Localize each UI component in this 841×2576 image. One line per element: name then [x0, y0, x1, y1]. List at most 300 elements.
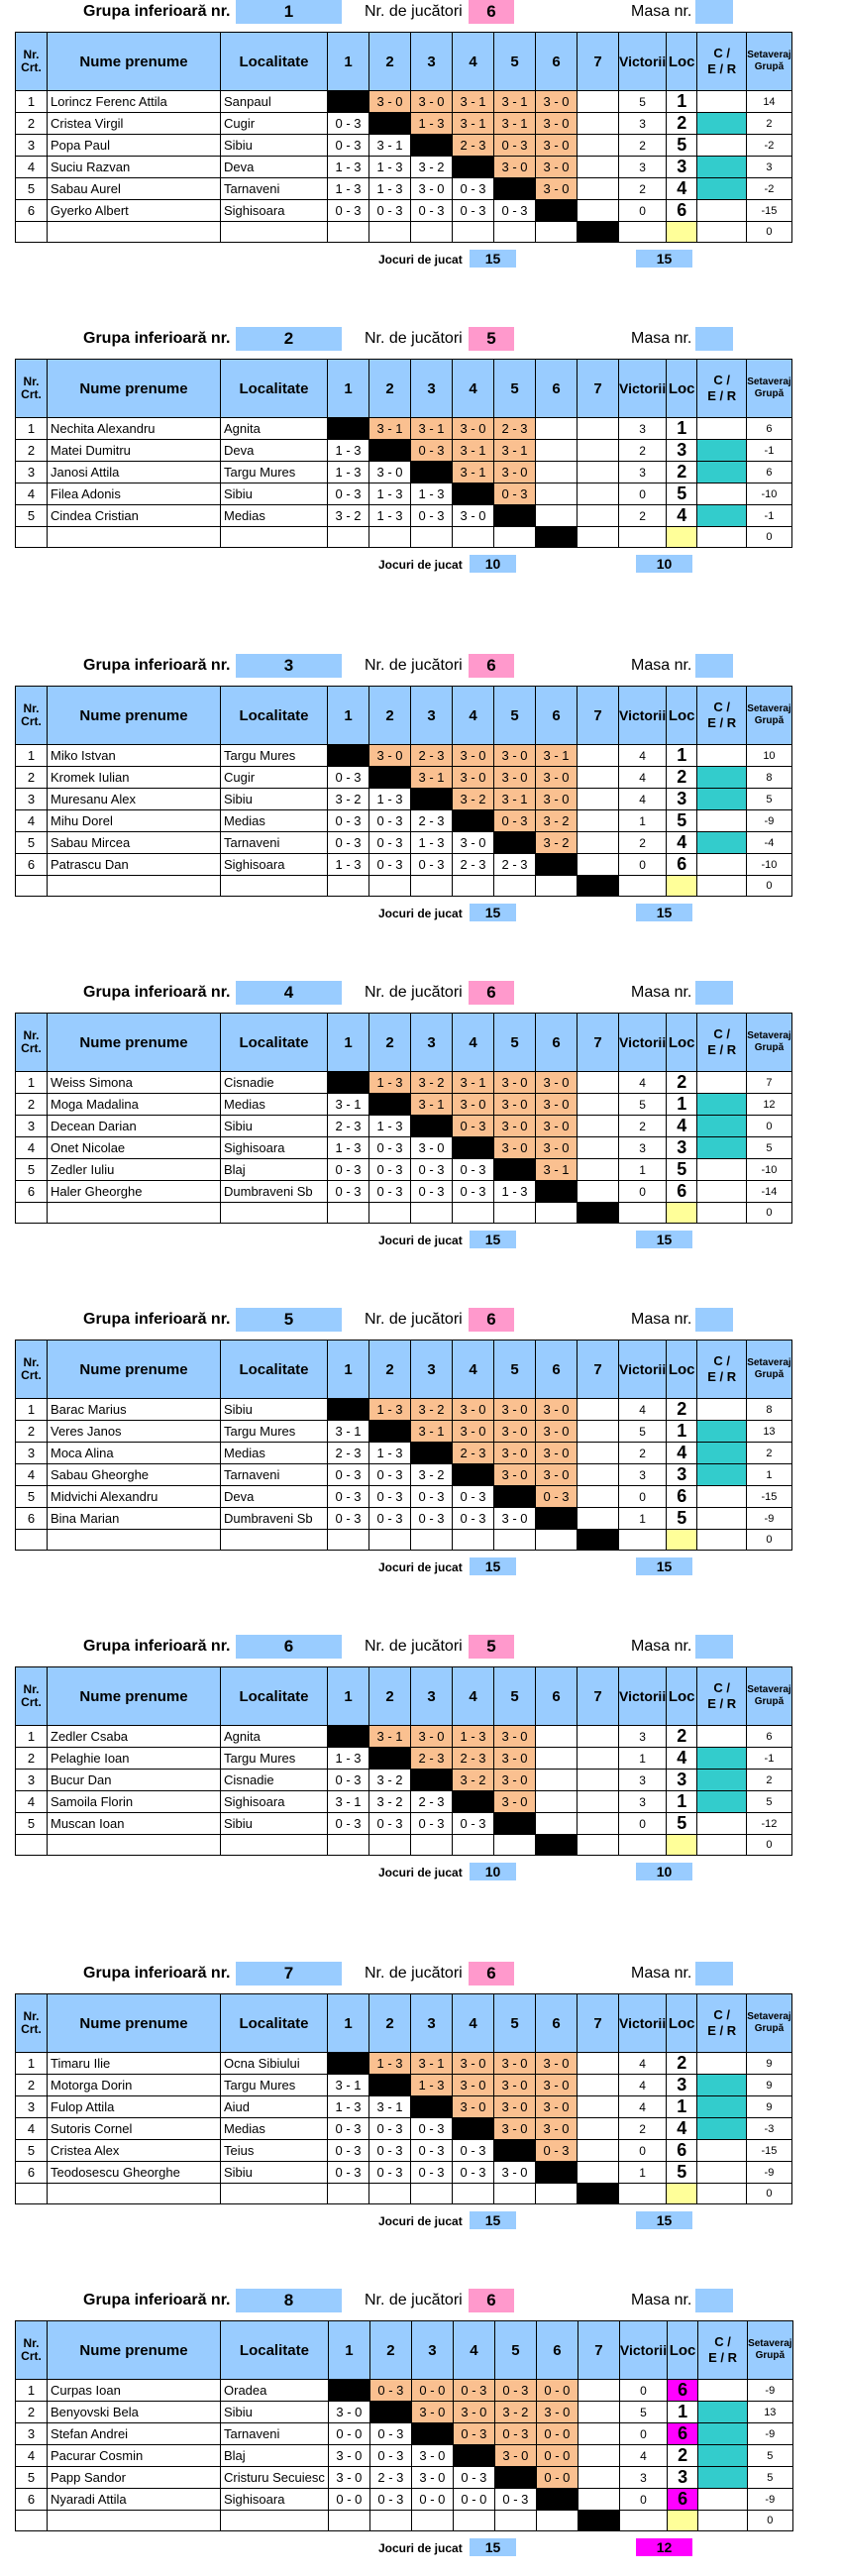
place-cell: 5: [667, 810, 697, 832]
group-footer: [0, 2538, 841, 2558]
player-name: [48, 2184, 221, 2204]
col-round-header: 3: [411, 360, 453, 418]
setaverage-cell: -1: [747, 440, 791, 462]
row-number: [16, 527, 48, 548]
player-locality: Sighisoara: [221, 200, 328, 222]
player-locality: Medias: [221, 1094, 328, 1116]
cer-cell: [697, 1181, 747, 1203]
score-cell: 3 - 0: [536, 135, 578, 157]
player-name: Cristea Alex: [48, 2140, 221, 2162]
score-cell: [411, 2184, 453, 2204]
setaverage-cell: 0: [747, 876, 791, 897]
col-place-header: Loc: [667, 1994, 697, 2053]
cer-cell: [697, 1159, 747, 1181]
player-row: [16, 1159, 792, 1181]
score-cell: [578, 2380, 619, 2402]
score-cell: [453, 876, 494, 897]
wins-cell: 3: [619, 1726, 667, 1748]
score-cell: 0 - 3: [369, 2423, 411, 2445]
col-name-header: Nume prenume: [48, 2321, 221, 2380]
score-cell: 3 - 0: [453, 505, 494, 527]
place-cell: 2: [667, 767, 697, 789]
row-number: 3: [16, 1116, 48, 1137]
col-locality-header: Localitate: [221, 360, 328, 418]
player-locality: Targu Mures: [221, 1748, 328, 1770]
score-cell: 0 - 3: [453, 200, 494, 222]
score-cell: 3 - 0: [453, 1421, 494, 1443]
score-cell: [536, 527, 578, 548]
place-cell: 5: [667, 1813, 697, 1835]
cer-cell: [698, 2423, 748, 2445]
player-name: Onet Nicolae: [48, 1137, 221, 1159]
score-cell: 0 - 3: [536, 1486, 578, 1508]
col-setaverage-header: Setaveraj Grupă: [747, 687, 791, 745]
score-cell: [578, 1072, 619, 1094]
col-round-header: 1: [328, 1014, 369, 1072]
score-cell: 0 - 3: [453, 1508, 494, 1530]
group-label: Grupa inferioară nr.: [83, 657, 231, 674]
players-label: Nr. de jucători: [365, 984, 463, 1001]
wins-cell: [619, 876, 667, 897]
score-cell: 3 - 1: [369, 418, 411, 440]
player-locality: Blaj: [221, 2445, 329, 2467]
score-cell: [578, 2467, 619, 2489]
setaverage-cell: -1: [747, 1748, 791, 1770]
player-name: Zedler Iuliu: [48, 1159, 221, 1181]
score-cell: 1 - 3: [411, 2075, 453, 2096]
player-row: [16, 2162, 792, 2184]
score-cell: 3 - 0: [494, 1508, 536, 1530]
group-label: Grupa inferioară nr.: [83, 1311, 231, 1328]
place-cell: [667, 527, 697, 548]
group-section: [0, 1635, 841, 1922]
score-cell: 3 - 0: [328, 2445, 369, 2467]
cer-cell: [697, 854, 747, 876]
place-cell: 6: [668, 2380, 698, 2402]
col-round-header: 2: [369, 1994, 411, 2053]
col-round-header: 4: [453, 2321, 494, 2380]
players-count: 6: [469, 0, 514, 24]
score-cell: 0 - 3: [369, 2140, 411, 2162]
setaverage-cell: -10: [747, 854, 791, 876]
col-nr-header: Nr. Crt.: [16, 1667, 48, 1726]
cer-cell: [697, 1508, 747, 1530]
player-row: [16, 1813, 792, 1835]
score-cell: [578, 1181, 619, 1203]
cer-cell: [697, 1137, 747, 1159]
score-cell: [453, 1203, 494, 1224]
player-name: Sabau Gheorghe: [48, 1464, 221, 1486]
place-cell: 6: [667, 200, 697, 222]
score-cell: 1 - 3: [411, 483, 453, 505]
score-cell: [578, 1443, 619, 1464]
cer-cell: [697, 418, 747, 440]
player-row: [16, 527, 792, 548]
score-cell: [578, 1137, 619, 1159]
score-cell: 3 - 1: [453, 462, 494, 483]
table-label: Masa nr.: [631, 3, 692, 20]
score-cell: 0 - 3: [328, 767, 369, 789]
players-label: Nr. de jucători: [365, 2292, 463, 2308]
group-header: [0, 654, 841, 680]
col-wins-header: Victorii: [619, 1014, 667, 1072]
score-cell: [369, 1094, 411, 1116]
place-cell: 6: [668, 2423, 698, 2445]
player-row: [16, 2075, 792, 2096]
score-cell: [578, 810, 619, 832]
score-cell: 0 - 3: [494, 810, 536, 832]
score-cell: 1 - 3: [369, 789, 411, 810]
score-cell: 0 - 3: [369, 1181, 411, 1203]
group-header: [0, 981, 841, 1007]
col-nr-header: Nr. Crt.: [16, 1014, 48, 1072]
score-cell: 3 - 0: [453, 745, 494, 767]
wins-cell: 4: [619, 767, 667, 789]
group-label: Grupa inferioară nr.: [83, 1638, 231, 1655]
setaverage-cell: 6: [747, 462, 791, 483]
cer-cell: [697, 767, 747, 789]
col-place-header: Loc: [667, 33, 697, 91]
group-label: Grupa inferioară nr.: [83, 1965, 231, 1982]
score-cell: 3 - 0: [536, 1443, 578, 1464]
setaverage-cell: -9: [748, 2423, 792, 2445]
group-section: [0, 1962, 841, 2249]
score-cell: 0 - 3: [369, 1137, 411, 1159]
score-cell: [411, 2423, 453, 2445]
cer-cell: [698, 2511, 748, 2531]
score-cell: [494, 178, 536, 200]
player-locality: Dumbraveni Sb: [221, 1181, 328, 1203]
player-row: [16, 2096, 792, 2118]
player-locality: Sanpaul: [221, 91, 328, 113]
group-table: [15, 686, 792, 897]
wins-cell: 3: [619, 418, 667, 440]
place-cell: 5: [667, 2162, 697, 2184]
score-cell: 3 - 2: [328, 789, 369, 810]
score-cell: [411, 789, 453, 810]
wins-cell: 2: [619, 135, 667, 157]
cer-cell: [697, 440, 747, 462]
score-cell: 3 - 2: [411, 1399, 453, 1421]
row-number: 4: [16, 483, 48, 505]
wins-cell: 1: [619, 1748, 667, 1770]
group-number: 8: [236, 2289, 342, 2312]
wins-cell: 0: [619, 1486, 667, 1508]
cer-cell: [697, 91, 747, 113]
score-cell: 3 - 2: [369, 1791, 411, 1813]
cer-cell: [697, 1835, 747, 1856]
score-cell: 0 - 3: [494, 2423, 536, 2445]
col-wins-header: Victorii: [619, 1341, 667, 1399]
player-locality: Medias: [221, 1443, 328, 1464]
row-number: 6: [16, 2162, 48, 2184]
score-cell: 0 - 3: [453, 2380, 494, 2402]
score-cell: 0 - 3: [453, 1159, 494, 1181]
score-cell: 0 - 0: [536, 2423, 578, 2445]
col-round-header: 1: [328, 33, 369, 91]
player-row: [16, 418, 792, 440]
place-cell: 6: [667, 854, 697, 876]
score-cell: [578, 1748, 619, 1770]
col-round-header: 5: [494, 33, 536, 91]
score-cell: 0 - 3: [411, 1813, 453, 1835]
score-cell: 3 - 0: [536, 1399, 578, 1421]
col-round-header: 2: [369, 687, 411, 745]
score-cell: 1 - 3: [328, 178, 369, 200]
score-cell: 3 - 0: [536, 1116, 578, 1137]
score-cell: 0 - 3: [328, 135, 369, 157]
player-locality: Sibiu: [221, 1399, 328, 1421]
score-cell: 0 - 3: [328, 1159, 369, 1181]
place-cell: 5: [667, 135, 697, 157]
row-number: 4: [16, 810, 48, 832]
score-cell: [369, 1748, 411, 1770]
wins-cell: 1: [619, 810, 667, 832]
score-cell: 0 - 3: [328, 810, 369, 832]
score-cell: [494, 2467, 536, 2489]
wins-cell: 0: [619, 483, 667, 505]
col-setaverage-header: Setaveraj Grupă: [747, 1667, 791, 1726]
wins-cell: 2: [619, 440, 667, 462]
col-place-header: Loc: [667, 1667, 697, 1726]
group-table: [15, 2320, 793, 2531]
setaverage-cell: 0: [747, 527, 791, 548]
row-number: [16, 1203, 48, 1224]
score-cell: [536, 1813, 578, 1835]
score-cell: [536, 2184, 578, 2204]
col-nr-header: Nr. Crt.: [16, 33, 48, 91]
table-number: [695, 654, 733, 678]
col-round-header: 5: [494, 687, 536, 745]
row-number: [16, 1835, 48, 1856]
score-cell: 0 - 3: [328, 2140, 369, 2162]
score-cell: [494, 832, 536, 854]
col-setaverage-header: Setaveraj Grupă: [748, 2321, 792, 2380]
place-cell: 1: [667, 1791, 697, 1813]
player-locality: [221, 222, 328, 243]
score-cell: 1 - 3: [328, 440, 369, 462]
row-number: 3: [16, 135, 48, 157]
place-cell: 3: [667, 1137, 697, 1159]
score-cell: [494, 2184, 536, 2204]
cer-cell: [697, 2184, 747, 2204]
cer-cell: [697, 1072, 747, 1094]
col-round-header: 4: [453, 360, 494, 418]
score-cell: [369, 876, 411, 897]
player-locality: Agnita: [221, 1726, 328, 1748]
table-number: [695, 327, 733, 351]
score-cell: 3 - 1: [453, 1072, 494, 1094]
cer-cell: [697, 1094, 747, 1116]
score-cell: 3 - 0: [536, 1421, 578, 1443]
score-cell: [453, 810, 494, 832]
player-name: Filea Adonis: [48, 483, 221, 505]
group-header: [0, 327, 841, 353]
group-header: [0, 1962, 841, 1987]
score-cell: 0 - 3: [369, 2445, 411, 2467]
score-cell: [411, 1835, 453, 1856]
player-locality: Deva: [221, 440, 328, 462]
col-name-header: Nume prenume: [48, 687, 221, 745]
score-cell: [328, 2184, 369, 2204]
col-round-header: 5: [494, 360, 536, 418]
cer-cell: [697, 1399, 747, 1421]
score-cell: [453, 1137, 494, 1159]
score-cell: 1 - 3: [369, 1116, 411, 1137]
row-number: 5: [16, 2140, 48, 2162]
score-cell: [411, 222, 453, 243]
player-name: [48, 1203, 221, 1224]
col-cer-header: C / E / R: [697, 1341, 747, 1399]
group-table: [15, 359, 792, 548]
games-total: 15: [470, 250, 516, 268]
score-cell: 3 - 0: [494, 1770, 536, 1791]
score-cell: 0 - 3: [369, 200, 411, 222]
score-cell: 2 - 3: [328, 1443, 369, 1464]
score-cell: 3 - 1: [536, 745, 578, 767]
player-name: Matei Dumitru: [48, 440, 221, 462]
score-cell: [578, 2445, 619, 2467]
player-row: [16, 1181, 792, 1203]
score-cell: 3 - 1: [369, 135, 411, 157]
score-cell: 0 - 3: [453, 178, 494, 200]
col-locality-header: Localitate: [221, 1341, 328, 1399]
score-cell: [411, 1770, 453, 1791]
cer-cell: [698, 2380, 748, 2402]
col-round-header: 3: [411, 1667, 453, 1726]
score-cell: 0 - 3: [494, 2489, 536, 2511]
score-cell: [411, 1203, 453, 1224]
col-round-header: 1: [328, 1341, 369, 1399]
score-cell: [536, 440, 578, 462]
wins-cell: 2: [619, 2118, 667, 2140]
place-cell: 3: [667, 1770, 697, 1791]
player-locality: Sibiu: [221, 483, 328, 505]
score-cell: [578, 1770, 619, 1791]
score-cell: 0 - 0: [411, 2380, 453, 2402]
place-cell: 6: [668, 2489, 698, 2511]
score-cell: 2 - 3: [453, 854, 494, 876]
col-round-header: 7: [578, 2321, 619, 2380]
score-cell: 3 - 0: [494, 2053, 536, 2075]
col-locality-header: Localitate: [221, 1014, 328, 1072]
row-number: 4: [16, 1464, 48, 1486]
score-cell: [536, 483, 578, 505]
col-round-header: 7: [578, 1014, 619, 1072]
setaverage-cell: -2: [747, 178, 791, 200]
group-number: 6: [236, 1635, 342, 1659]
score-cell: 3 - 0: [494, 1726, 536, 1748]
score-cell: 3 - 0: [536, 178, 578, 200]
score-cell: [328, 1203, 369, 1224]
player-locality: Deva: [221, 1486, 328, 1508]
player-row: [16, 2445, 793, 2467]
players-count: 6: [469, 2289, 514, 2312]
wins-cell: 0: [619, 2380, 667, 2402]
group-number: 3: [236, 654, 342, 678]
player-name: Muscan Ioan: [48, 1813, 221, 1835]
score-cell: 3 - 0: [494, 2096, 536, 2118]
cer-cell: [697, 113, 747, 135]
player-locality: Ocna Sibiului: [221, 2053, 328, 2075]
score-cell: 3 - 1: [328, 1791, 369, 1813]
score-cell: 0 - 3: [369, 832, 411, 854]
col-round-header: 7: [578, 1994, 619, 2053]
player-locality: Targu Mures: [221, 745, 328, 767]
player-name: Stefan Andrei: [48, 2423, 221, 2445]
score-cell: 3 - 0: [536, 1137, 578, 1159]
score-cell: 3 - 1: [328, 1421, 369, 1443]
wins-cell: 3: [619, 2467, 667, 2489]
score-cell: 3 - 0: [536, 2402, 578, 2423]
score-cell: [536, 854, 578, 876]
games-played: 15: [636, 904, 692, 921]
col-nr-header: Nr. Crt.: [16, 1341, 48, 1399]
col-round-header: 6: [536, 687, 578, 745]
col-round-header: 4: [453, 1667, 494, 1726]
score-cell: [578, 1530, 619, 1551]
wins-cell: [619, 527, 667, 548]
col-setaverage-header: Setaveraj Grupă: [747, 360, 791, 418]
player-row: [16, 505, 792, 527]
score-cell: 1 - 3: [328, 462, 369, 483]
group-number: 7: [236, 1962, 342, 1986]
col-round-header: 5: [494, 1994, 536, 2053]
score-cell: [328, 1072, 369, 1094]
place-cell: 2: [667, 462, 697, 483]
score-cell: [578, 462, 619, 483]
player-name: Mihu Dorel: [48, 810, 221, 832]
player-name: Nyaradi Attila: [48, 2489, 221, 2511]
score-cell: [453, 222, 494, 243]
row-number: [16, 876, 48, 897]
score-cell: [536, 2489, 578, 2511]
score-cell: 3 - 0: [494, 2118, 536, 2140]
col-setaverage-header: Setaveraj Grupă: [747, 1341, 791, 1399]
cer-cell: [697, 1791, 747, 1813]
score-cell: 0 - 3: [411, 200, 453, 222]
player-name: Patrascu Dan: [48, 854, 221, 876]
score-cell: [578, 1813, 619, 1835]
score-cell: 0 - 3: [411, 2118, 453, 2140]
player-name: Cristea Virgil: [48, 113, 221, 135]
cer-cell: [697, 1464, 747, 1486]
player-locality: Oradea: [221, 2380, 329, 2402]
setaverage-cell: 5: [747, 1791, 791, 1813]
score-cell: [369, 440, 411, 462]
score-cell: 2 - 3: [411, 1748, 453, 1770]
score-cell: [536, 1181, 578, 1203]
player-row: [16, 745, 792, 767]
group-footer: [0, 1557, 841, 1577]
place-cell: 1: [667, 1421, 697, 1443]
table-number: [695, 2289, 733, 2312]
row-number: 4: [16, 2445, 48, 2467]
col-round-header: 1: [328, 1667, 369, 1726]
col-round-header: 3: [411, 2321, 453, 2380]
group-footer: [0, 1863, 841, 1882]
score-cell: 3 - 0: [536, 2075, 578, 2096]
player-name: Haler Gheorghe: [48, 1181, 221, 1203]
wins-cell: 0: [619, 2423, 667, 2445]
col-round-header: 3: [411, 33, 453, 91]
wins-cell: 4: [619, 2053, 667, 2075]
score-cell: 0 - 0: [411, 2489, 453, 2511]
score-cell: [578, 1486, 619, 1508]
player-row: [16, 440, 792, 462]
col-cer-header: C / E / R: [697, 687, 747, 745]
table-header-row: [16, 1341, 792, 1399]
